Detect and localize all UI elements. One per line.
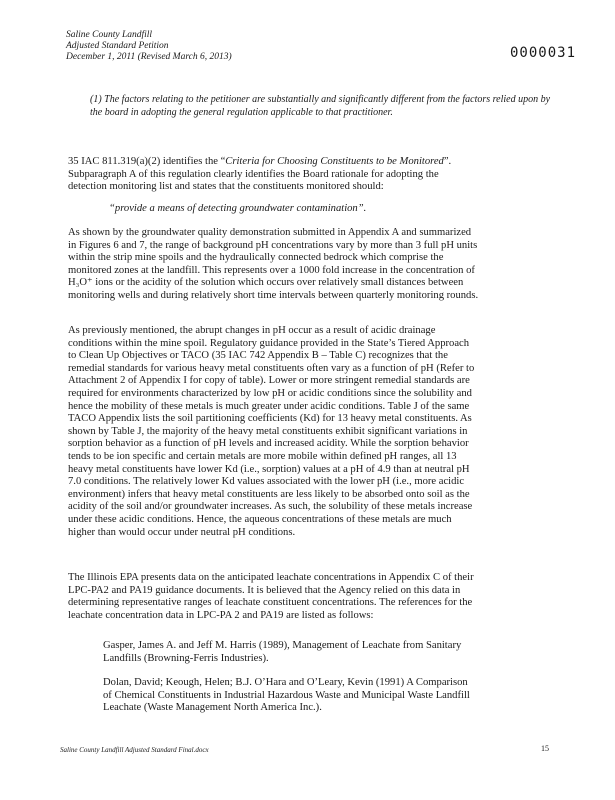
paragraph-line: monitoring wells and during relatively short time intervals between quarterly monitoring rounds. (68, 289, 479, 301)
document-header (66, 30, 232, 63)
paragraph-line: acidity of the soil and/or groundwater increases. As such, the solubility of these metals increase (68, 501, 473, 513)
paragraph-line: TACO Appendix lists the soil partitioning coefficients (Kd) for 13 heavy metal constituents. As (68, 413, 472, 425)
paragraph-line: in Figures 6 and 7, the range of background pH concentrations vary by more than 3 full pH units (68, 239, 478, 251)
paragraph-line (68, 156, 568, 169)
paragraph-line: determining representative ranges of leachate constituent concentrations. The references for the (68, 597, 473, 609)
paragraph-illinois-epa (68, 572, 568, 622)
paragraph-line: higher than would occur under neutral pH conditions. (68, 526, 296, 538)
paragraph-line: H₃O⁺ ions or the acidity of the solution which occurs over relatively small distances between (68, 277, 464, 289)
paragraph-line: environment) infers that heavy metal constituents are less likely to be absorbed onto soil as the (68, 488, 470, 500)
quote-line: “provide a means of detecting groundwater contamination”. (109, 203, 367, 214)
paragraph-line: shown by Table J, the majority of the heavy metal constituents exhibit significant variations in (68, 425, 468, 437)
reference-line: Leachate (Waste Management North America Inc.). (103, 702, 322, 714)
paragraph-line: to Clean Up Objectives or TACO (35 IAC 742 Appendix B – Table C) recognizes that the (68, 350, 448, 362)
regulation-title: Criteria for Choosing Constituents to be Monitored (225, 156, 444, 167)
paragraph-line: monitored zones at the landfill. This represents over a 1000 fold increase in the concentration of (68, 264, 475, 276)
paragraph-line: within the strip mine spoils and the hydraulically connected bedrock which comprise the (68, 252, 444, 264)
header-line-1: Saline County Landfill (66, 30, 153, 40)
header-line-3: December 1, 2011 (Revised March 6, 2013) (66, 52, 232, 62)
paragraph-line: Subparagraph A of this regulation clearly identifies the Board rationale for adopting the (68, 168, 439, 180)
paragraph-line: hence the mobility of these metals is much greater under acidic conditions. Table J of the same (68, 400, 470, 412)
page-stamp-number: 0000031 (510, 45, 577, 61)
paragraph-line: heavy metal constituents have lower Kd (i.e., sorption) values at a pH of 4.9 than at neutral pH (68, 463, 470, 475)
reference-line: of Chemical Constituents in Industrial Hazardous Waste and Municipal Waste Landfill (103, 689, 470, 701)
paragraph-line: required for environments characterized by low pH or acidic conditions since the solubility and (68, 387, 472, 399)
paragraph-line: leachate concentration data in LPC-PA 2 and PA19 are listed as follows: (68, 609, 374, 621)
reference-dolan (103, 677, 573, 715)
paragraph-line: The Illinois EPA presents data on the anticipated leachate concentrations in Appendix C of their (68, 572, 474, 583)
text-run: ”. (443, 156, 452, 167)
reference-gasper (103, 640, 573, 665)
paragraph-line: As shown by the groundwater quality demonstration submitted in Appendix A and summarized (68, 227, 472, 238)
paragraph-line: tends to be ion specific and certain metals are more mobile within defined pH ranges, all 13 (68, 450, 457, 462)
reference-line: Dolan, David; Keough, Helen; B.J. O’Hara and O’Leary, Kevin (1991) A Comparison (103, 677, 468, 688)
paragraph-criteria (68, 156, 568, 194)
paragraph-line: 7.0 conditions. The relatively lower Kd values associated with the lower pH (i.e., more acidic (68, 476, 465, 488)
paragraph-line: LPC-PA2 and PA19 guidance documents. It is believed that the Agency relied on this data in (68, 584, 461, 596)
page-number: 15 (541, 744, 549, 753)
paragraph-line: remedial standards for various heavy metal constituents often vary as a function of pH (Refer to (68, 362, 475, 374)
paragraph-line: conditions within the mine spoil. Regulatory guidance provided in the State’s Tiered Approach (68, 337, 470, 349)
reference-line: Landfills (Browning-Ferris Industries). (103, 652, 269, 664)
reference-line: Gasper, James A. and Jeff M. Harris (1989), Management of Leachate from Sanitary (103, 640, 462, 651)
document-footer: Saline County Landfill Adjusted Standard Final.docx (60, 746, 209, 754)
paragraph-taco (68, 325, 568, 539)
header-line-2: Adjusted Standard Petition (66, 41, 169, 51)
paragraph-line: Attachment 2 of Appendix I for copy of table). Lower or more stringent remedial standards are (68, 375, 470, 387)
paragraph-line: detection monitoring list and states that the constituents monitored should: (68, 181, 384, 193)
paragraph-ph-range (68, 227, 568, 303)
paragraph-line: under these acidic conditions. Hence, the aqueous concentrations of these metals are much (68, 513, 452, 525)
paragraph-line: sorption behavior as a function of pH levels and increased acidity. While the sorption behavior (68, 438, 469, 450)
text-run: 35 IAC 811.319(a)(2) identifies the “ (68, 156, 226, 167)
factor-statement: (1) The factors relating to the petitioner are substantially and significantly different from the factors relied upon by the board in adopting the general regulation applicable to that practitioner. (90, 94, 551, 118)
paragraph-line: As previously mentioned, the abrupt changes in pH occur as a result of acidic drainage (68, 325, 436, 336)
